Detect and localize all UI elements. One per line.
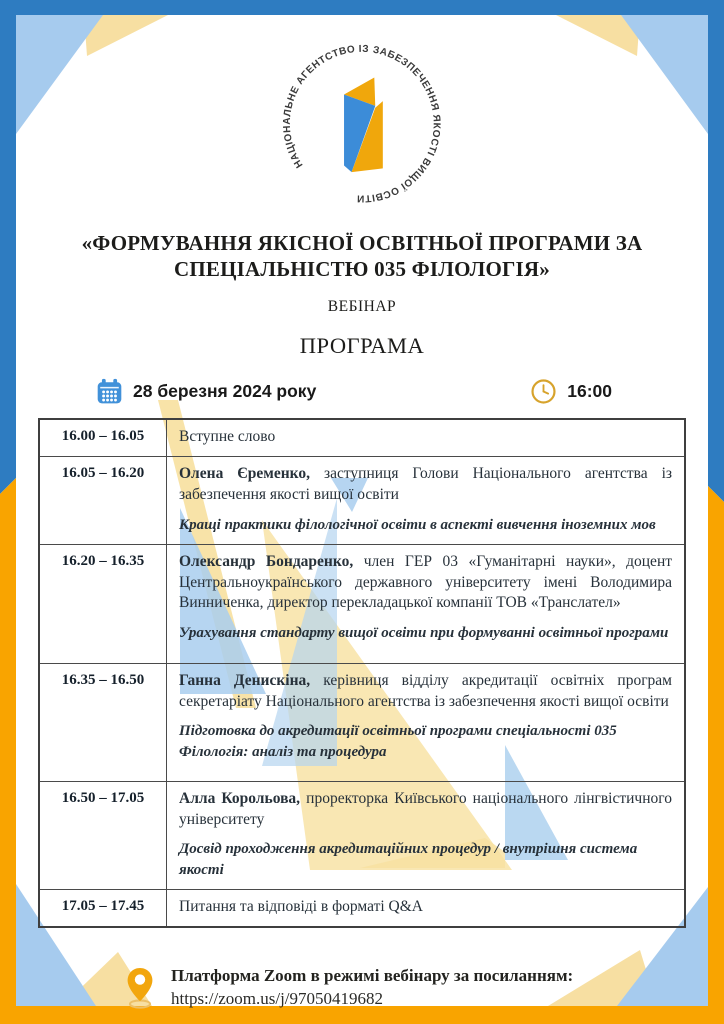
clock-icon	[530, 378, 557, 405]
event-time-group	[530, 378, 612, 405]
webinar-subtitle: ВЕБІНАР	[327, 297, 397, 315]
agenda-table	[38, 418, 686, 929]
logo-circular-text: НАЦІОНАЛЬНЕ АГЕНТСТВО ІЗ ЗАБЕЗПЕЧЕННЯ ЯКОСТІ ВИЩОЇ ОСВІТИ	[281, 43, 442, 204]
time-cell: 16.05 – 16.20	[40, 457, 167, 544]
session-cell	[167, 545, 684, 663]
speaker-role: заступниця Голови Національного агентства із забезпечення якості вищої освіти	[179, 465, 673, 504]
session-text: Вступне слово	[179, 427, 276, 445]
footer-platform-text: Платформа Zoom в режимі вебінару за посиланням:	[171, 966, 574, 986]
agenda-row	[40, 456, 684, 544]
program-heading: ПРОГРАМА	[299, 332, 425, 358]
naqa-logo	[264, 34, 460, 210]
zoom-link[interactable]: https://zoom.us/j/97050419682	[171, 988, 384, 1008]
event-date: 28 березня 2024 року	[133, 380, 317, 401]
speaker-name: Алла Корольова,	[179, 789, 301, 807]
session-topic: Підготовка до акредитації освітньої програми спеціальності 035 Філологія: аналіз та процедура	[179, 723, 617, 760]
time-cell: 16.20 – 16.35	[40, 545, 167, 663]
footer	[16, 965, 708, 1011]
time-cell: 17.05 – 17.45	[40, 890, 167, 927]
speaker-name: Олександр Бондаренко,	[179, 552, 354, 570]
time-cell: 16.00 – 16.05	[40, 420, 167, 457]
calendar-icon	[96, 378, 123, 405]
speaker-name: Олена Єременко,	[179, 465, 310, 483]
session-topic: Досвід проходження акредитаційних процедур / внутрішня система якості	[179, 841, 638, 878]
event-date-group	[96, 378, 316, 405]
session-cell	[167, 664, 684, 781]
session-topic: Кращі практики філологічної освіти в аспекті вивчення іноземних мов	[179, 516, 656, 533]
speaker-role: член ГЕР 03 «Гуманітарні науки», доцент Центральноукраїнського державного університету імені Володимира Винниченка, директор перекладацької компанії ТОВ «Транслател»	[179, 552, 673, 612]
naqa-logo-graphic	[264, 34, 460, 210]
event-meta-row	[16, 378, 708, 405]
logo-mark	[344, 78, 383, 173]
poster-content	[16, 16, 708, 1008]
agenda-row	[40, 544, 684, 663]
session-text: Питання та відповіді в форматі Q&A	[179, 897, 423, 915]
time-cell: 16.35 – 16.50	[40, 664, 167, 781]
session-topic: Урахування стандарту вищої освіти при формуванні освітньої програми	[179, 625, 669, 642]
location-pin-icon	[124, 965, 156, 1011]
session-cell	[167, 457, 684, 544]
event-time: 16:00	[567, 380, 612, 401]
page-title: «ФОРМУВАННЯ ЯКІСНОЇ ОСВІТНЬОЇ ПРОГРАМИ ЗА СПЕЦІАЛЬНІСТЮ 035 ФІЛОЛОГІЯ»	[81, 231, 643, 282]
agenda-row	[40, 889, 684, 927]
time-cell: 16.50 – 17.05	[40, 782, 167, 889]
agenda-row	[40, 781, 684, 889]
session-cell	[167, 420, 684, 457]
agenda-row	[40, 663, 684, 781]
speaker-role: проректорка Київського національного лінгвістичного університету	[179, 789, 672, 828]
session-cell	[167, 782, 684, 889]
agenda-row	[40, 420, 684, 457]
session-cell	[167, 890, 684, 927]
speaker-name: Ганна Денискіна,	[179, 671, 311, 689]
speaker-role: керівниця відділу акредитації освітніх програм секретаріату Національного агентства із забезпечення якості вищої освіти	[179, 671, 672, 710]
footer-text	[171, 965, 573, 1010]
